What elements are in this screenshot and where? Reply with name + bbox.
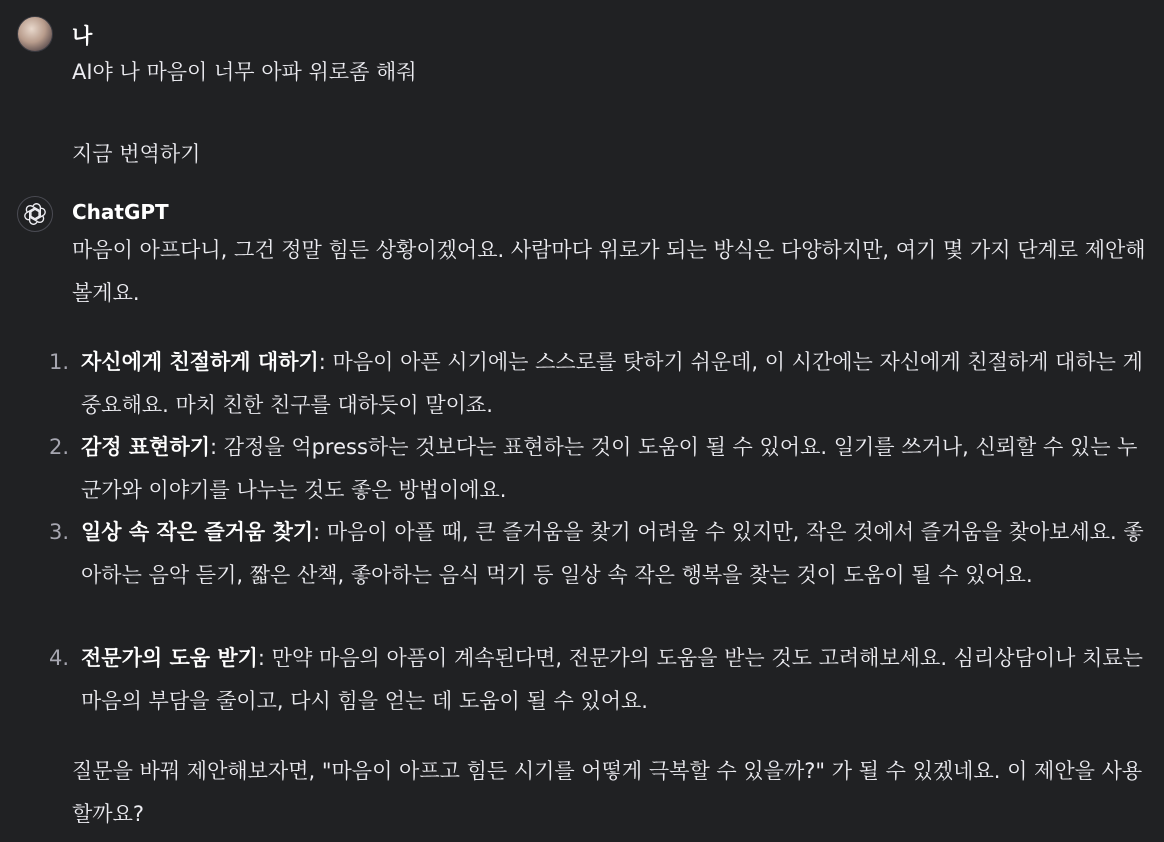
list-item-body: : 만약 마음의 아픔이 계속된다면, 전문가의 도움을 받는 것도 고려해보세요. 심리상담이나 치료는 마음의 부담을 줄이고, 다시 힘을 얻는 데 도움이 될 수 있어요. bbox=[81, 646, 1143, 713]
list-item-title: 전문가의 도움 받기 bbox=[81, 646, 258, 670]
list-item-text bbox=[81, 426, 1147, 512]
list-item-number: 3. bbox=[49, 520, 70, 544]
user-avatar bbox=[17, 16, 53, 52]
assistant-intro-paragraph: 마음이 아프다니, 그건 정말 힘든 상황이겠어요. 사람마다 위로가 되는 방식은 다양하지만, 여기 몇 가지 단계로 제안해볼게요. bbox=[72, 238, 1146, 305]
assistant-closing-paragraph: 질문을 바꿔 제안해보자면, "마음이 아프고 힘든 시기를 어떻게 극복할 수 있을까?" 가 될 수 있겠네요. 이 제안을 사용할까요? bbox=[72, 759, 1143, 826]
list-item-number: 1. bbox=[49, 350, 70, 374]
user-author-name: 나 bbox=[72, 24, 93, 48]
openai-logo-icon bbox=[17, 196, 53, 232]
list-item-title: 자신에게 친절하게 대하기 bbox=[81, 350, 319, 374]
translate-now-text[interactable]: 지금 번역하기 bbox=[72, 142, 201, 166]
list-item-title: 일상 속 작은 즐거움 찾기 bbox=[81, 520, 314, 544]
list-item-body: : 감정을 억press하는 것보다는 표현하는 것이 도움이 될 수 있어요. 일기를 쓰거나, 신뢰할 수 있는 누군가와 이야기를 나누는 것도 좋은 방법이에요. bbox=[81, 435, 1138, 502]
list-item-text bbox=[81, 341, 1147, 427]
assistant-author-name: ChatGPT bbox=[72, 200, 169, 224]
list-item-number: 4. bbox=[49, 646, 70, 670]
user-message-text: AI야 나 마음이 너무 아파 위로좀 해줘 bbox=[72, 60, 417, 84]
list-item-text bbox=[81, 511, 1147, 597]
list-item-title: 감정 표현하기 bbox=[81, 435, 211, 459]
list-item-number: 2. bbox=[49, 435, 70, 459]
list-item-body: : 마음이 아플 때, 큰 즐거움을 찾기 어려울 수 있지만, 작은 것에서 즐거움을 찾아보세요. 좋아하는 음악 듣기, 짧은 산책, 좋아하는 음식 먹기 등 일상 속 작은 행복을 찾는 것이 도움이 될 수 있어요. bbox=[81, 520, 1144, 587]
list-item-body: : 마음이 아픈 시기에는 스스로를 탓하기 쉬운데, 이 시간에는 자신에게 친절하게 대하는 게 중요해요. 마치 친한 친구를 대하듯이 말이죠. bbox=[81, 350, 1143, 417]
list-item-text bbox=[81, 637, 1147, 723]
